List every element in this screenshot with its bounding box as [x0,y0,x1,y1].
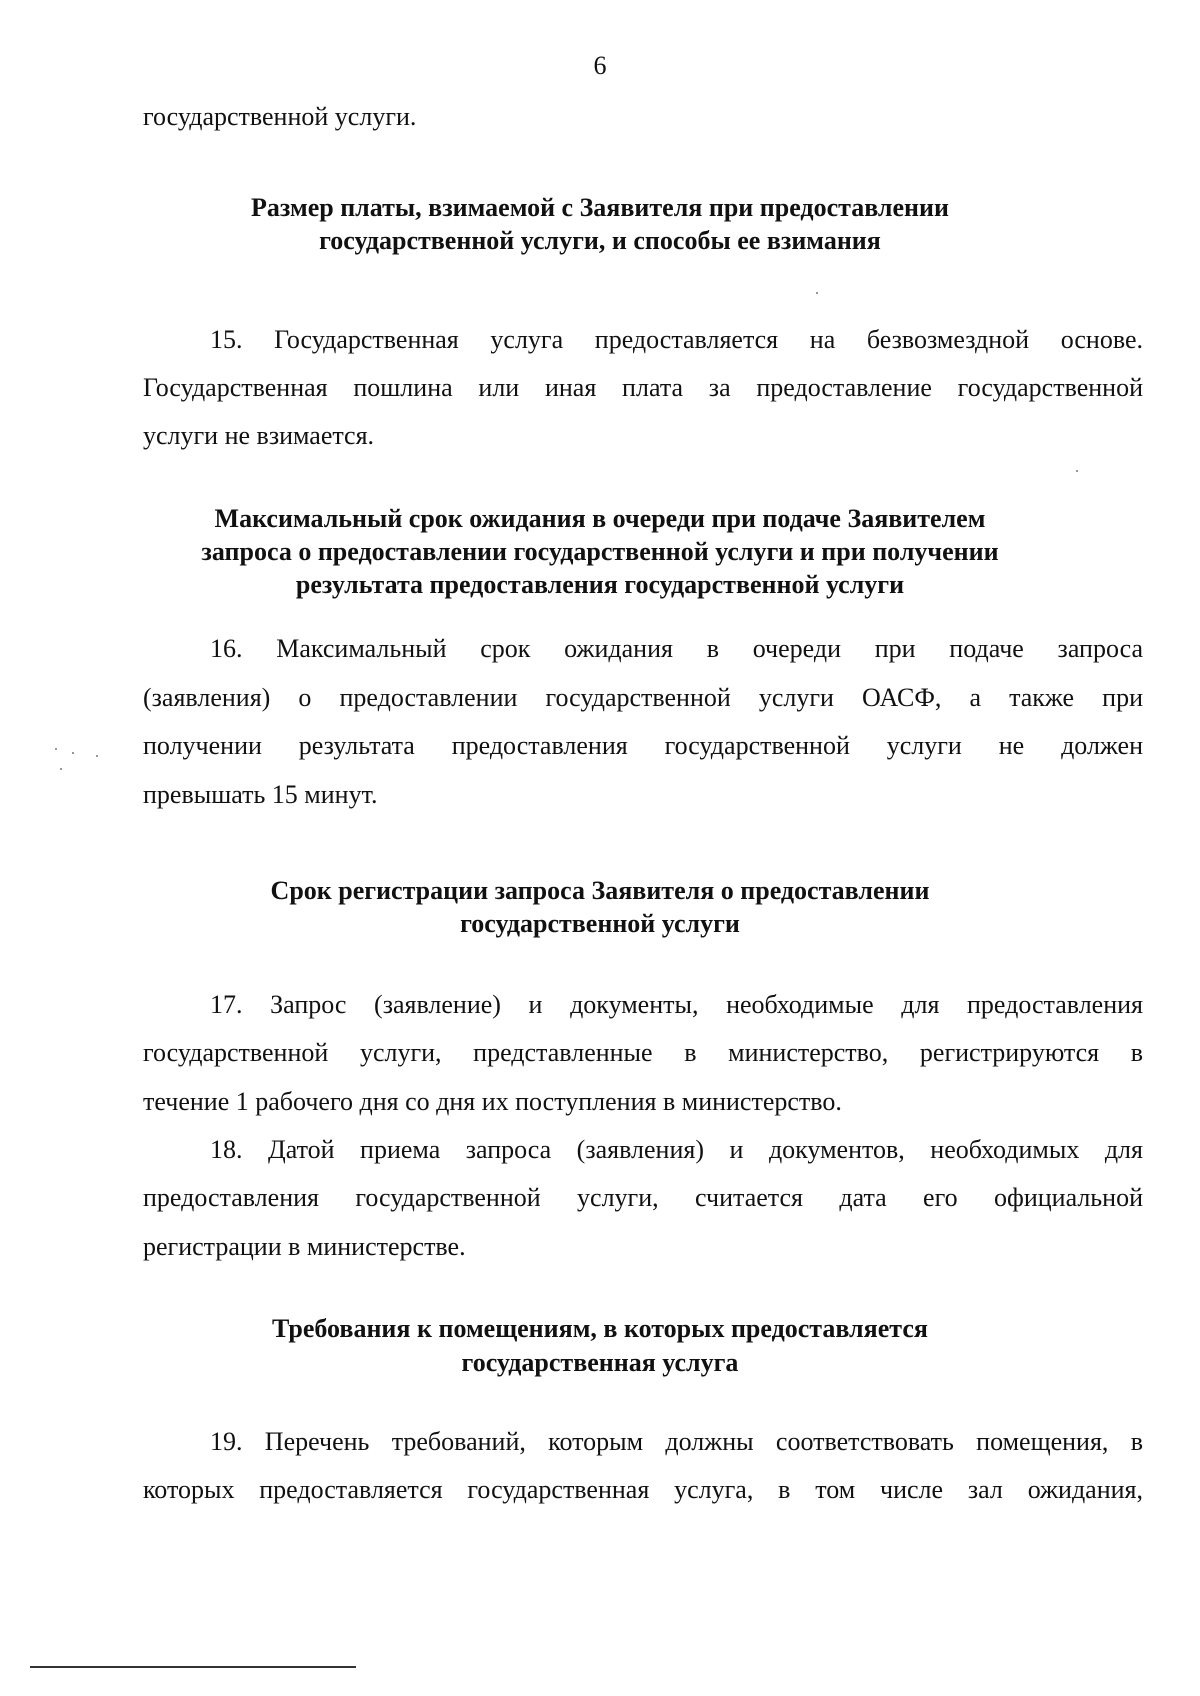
scan-speck [816,292,818,294]
section-heading-line: государственной услуги [460,909,740,938]
paragraph-line: 16. Максимальный срок ожидания в очереди при подаче запроса [210,634,1143,663]
paragraph-line: 15. Государственная услуга предоставляется на безвозмездной основе. [210,325,1143,354]
scan-speck [60,768,62,770]
paragraph-line: услуги не взимается. [143,421,375,450]
paragraph-line: которых предоставляется государственная услуга, в том числе зал ожидания, [143,1475,1143,1504]
paragraph-line: Государственная пошлина или иная плата за предоставление государственной [143,373,1143,402]
paragraph-line: 18. Датой приема запроса (заявления) и документов, необходимых для [210,1135,1143,1164]
paragraph-line: превышать 15 минут. [143,780,378,809]
scan-speck [96,755,98,757]
paragraph-line: 19. Перечень требований, которым должны соответствовать помещения, в [210,1427,1143,1456]
paragraph-line: регистрации в министерстве. [143,1232,466,1261]
section-heading-line: запроса о предоставлении государственной услуги и при получении [201,537,999,566]
section-heading-line: государственная услуга [461,1348,739,1377]
section-heading-line: Требования к помещениям, в которых предоставляется [272,1314,928,1343]
paragraph-line: 17. Запрос (заявление) и документы, необходимые для предоставления [210,990,1143,1019]
paragraph-line: (заявления) о предоставлении государственной услуги ОАСФ, а также при [143,683,1143,712]
scan-speck [55,748,57,750]
section-heading-line: государственной услуги, и способы ее взимания [319,226,881,255]
scan-speck [72,752,74,754]
text-line: государственной услуги. [143,102,417,131]
section-heading-line: результата предоставления государственной услуги [295,570,905,599]
paragraph-line: предоставления государственной услуги, считается дата его официальной [143,1183,1143,1212]
paragraph-line: течение 1 рабочего дня со дня их поступления в министерство. [143,1087,842,1116]
page-number: 6 [593,51,607,80]
section-heading-line: Максимальный срок ожидания в очереди при подаче Заявителем [214,504,986,533]
paragraph-line: государственной услуги, представленные в министерство, регистрируются в [143,1038,1143,1067]
scan-edge-line [30,1666,356,1668]
section-heading-line: Срок регистрации запроса Заявителя о предоставлении [270,876,930,905]
section-heading-line: Размер платы, взимаемой с Заявителя при предоставлении [251,193,949,222]
paragraph-line: получении результата предоставления государственной услуги не должен [143,731,1143,760]
scan-speck [1076,470,1078,472]
